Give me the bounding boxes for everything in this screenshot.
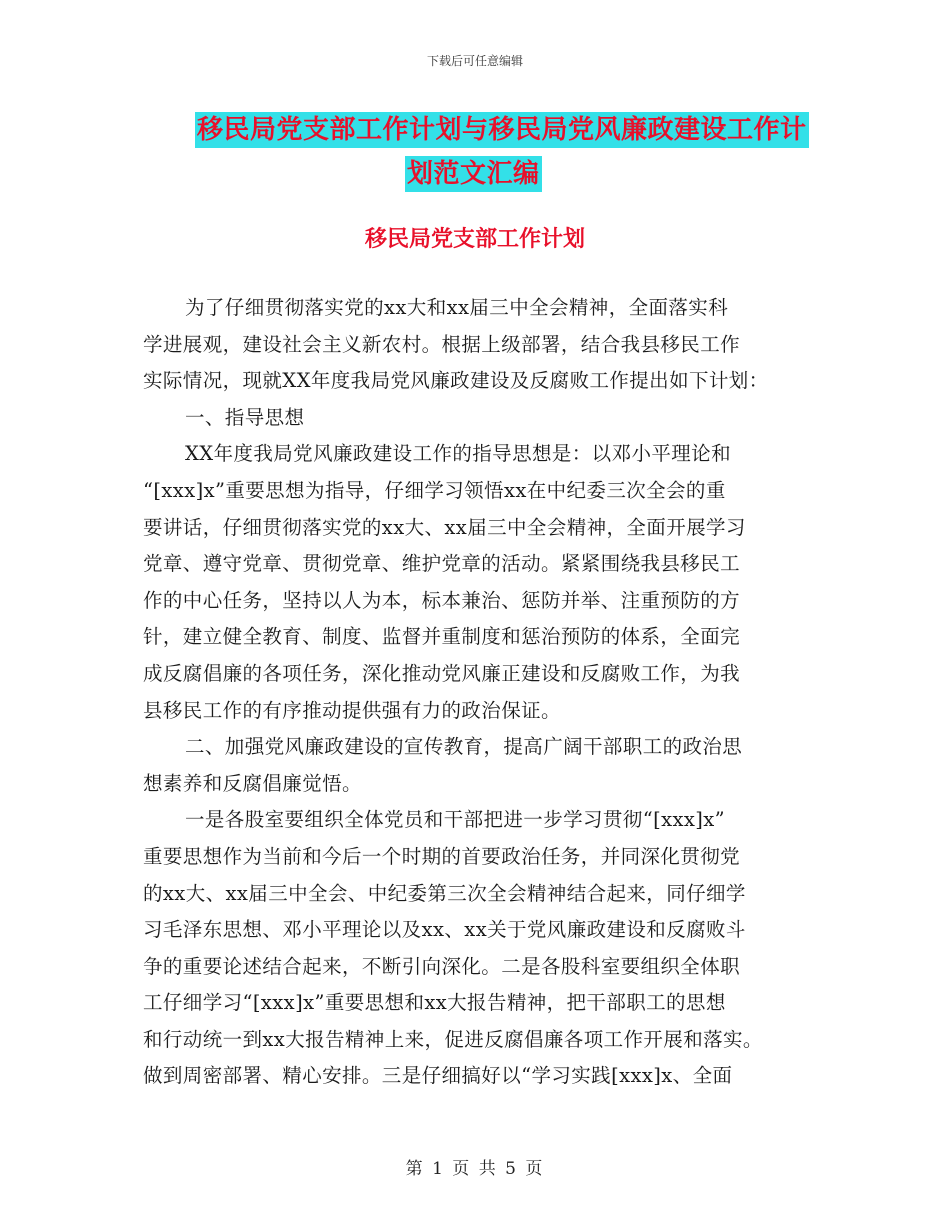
text-line: 要讲话，仔细贯彻落实党的xx大、xx届三中全会精神，全面开展学习	[143, 515, 746, 539]
text-line: 为了仔细贯彻落实党的xx大和xx届三中全会精神，全面落实科	[185, 296, 729, 319]
text-line: 县移民工作的有序推动提供强有力的政治保证。	[143, 698, 561, 722]
text-line: 和行动统一到xx大报告精神上来，促进反腐倡廉各项工作开展和落实。	[143, 1027, 763, 1051]
text-line: 争的重要论述结合起来，不断引向深化。二是各股科室要组织全体职	[143, 954, 741, 978]
page-footer: 第 1 页 共 5 页	[405, 1159, 545, 1179]
text-line: 的xx大、xx届三中全会、中纪委第三次全会精神结合起来，同仔细学	[143, 881, 746, 905]
text-line: 党章、遵守党章、贯彻党章、维护党章的活动。紧紧围绕我县移民工	[143, 552, 741, 576]
text-line: 针，建立健全教育、制度、监督并重制度和惩治预防的体系，全面完	[143, 625, 741, 649]
text-line: 作的中心任务，坚持以人为本，标本兼治、惩防并举、注重预防的方	[143, 588, 741, 612]
document-body	[143, 290, 808, 1095]
title-line-2: 划范文汇编	[405, 156, 542, 192]
title-line-1: 移民局党支部工作计划与移民局党风廉政建设工作计	[195, 112, 809, 148]
text-line: 做到周密部署、精心安排。三是仔细搞好以“学习实践[xxx]x、全面	[143, 1064, 733, 1088]
text-line: 成反腐倡廉的各项任务，深化推动党风廉正建设和反腐败工作，为我	[143, 661, 741, 685]
section-title: 移民局党支部工作计划	[364, 227, 585, 252]
header-note: 下载后可任意编辑	[426, 54, 523, 68]
text-line: 学进展观，建设社会主义新农村。根据上级部署，结合我县移民工作	[143, 332, 741, 356]
text-line: 实际情况，现就XX年度我局党风廉政建设及反腐败工作提出如下计划：	[143, 369, 769, 393]
text-line: XX年度我局党风廉政建设工作的指导思想是：以邓小平理论和	[185, 442, 731, 466]
text-line: 习毛泽东思想、邓小平理论以及xx、xx关于党风廉政建设和反腐败斗	[143, 918, 746, 942]
text-line: 重要思想作为当前和今后一个时期的首要政治任务，并同深化贯彻党	[143, 844, 741, 868]
text-line: “[xxx]x”重要思想为指导，仔细学习领悟xx在中纪委三次全会的重	[143, 478, 726, 502]
text-line: 工仔细学习“[xxx]x”重要思想和xx大报告精神，把干部职工的思想	[143, 991, 726, 1015]
text-line: 想素养和反腐倡廉觉悟。	[143, 771, 362, 795]
text-line: 一、指导思想	[185, 405, 305, 429]
text-line: 一是各股室要组织全体党员和干部把进一步学习贯彻“[xxx]x”	[185, 808, 726, 832]
text-line: 二、加强党风廉政建设的宣传教育，提高广阔干部职工的政治思	[185, 735, 743, 759]
